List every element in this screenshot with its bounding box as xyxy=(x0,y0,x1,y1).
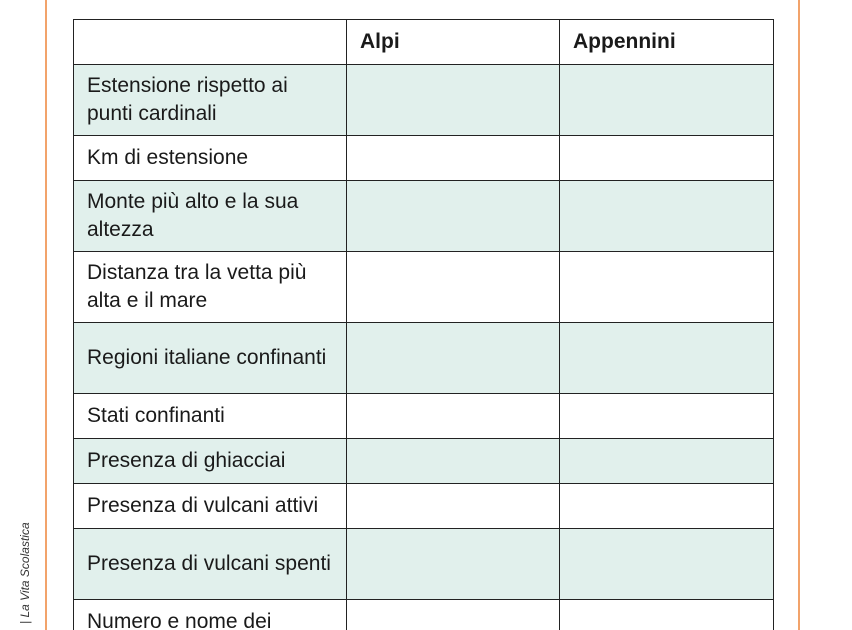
answer-cell-appennini[interactable] xyxy=(560,252,774,323)
header-alpi: Alpi xyxy=(347,20,560,65)
answer-cell-appennini[interactable] xyxy=(560,136,774,181)
comparison-table xyxy=(73,19,774,630)
row-label: Distanza tra la vetta più alta e il mare xyxy=(74,252,347,323)
row-label: Presenza di ghiacciai xyxy=(74,439,347,484)
table-row xyxy=(74,181,774,252)
answer-cell-alpi[interactable] xyxy=(347,600,560,630)
answer-cell-alpi[interactable] xyxy=(347,65,560,136)
answer-cell-appennini[interactable] xyxy=(560,439,774,484)
table-row xyxy=(74,600,774,630)
answer-cell-appennini[interactable] xyxy=(560,484,774,529)
answer-cell-alpi[interactable] xyxy=(347,394,560,439)
table-row xyxy=(74,65,774,136)
answer-cell-alpi[interactable] xyxy=(347,252,560,323)
table-row xyxy=(74,136,774,181)
answer-cell-alpi[interactable] xyxy=(347,181,560,252)
row-label: Presenza di vulcani attivi xyxy=(74,484,347,529)
table-row xyxy=(74,529,774,600)
table-row xyxy=(74,394,774,439)
row-label: Presenza di vulcani spenti xyxy=(74,529,347,600)
row-label: Stati confinanti xyxy=(74,394,347,439)
answer-cell-alpi[interactable] xyxy=(347,439,560,484)
right-margin-line xyxy=(798,0,800,630)
answer-cell-appennini[interactable] xyxy=(560,600,774,630)
publisher-credit: | La Vita Scolastica xyxy=(18,522,32,624)
answer-cell-appennini[interactable] xyxy=(560,323,774,394)
table-row xyxy=(74,252,774,323)
answer-cell-appennini[interactable] xyxy=(560,529,774,600)
header-appennini: Appennini xyxy=(560,20,774,65)
table-row xyxy=(74,323,774,394)
answer-cell-appennini[interactable] xyxy=(560,181,774,252)
table-row xyxy=(74,439,774,484)
table-row xyxy=(74,484,774,529)
row-label: Regioni italiane confinanti xyxy=(74,323,347,394)
answer-cell-appennini[interactable] xyxy=(560,394,774,439)
row-label: Km di estensione xyxy=(74,136,347,181)
answer-cell-alpi[interactable] xyxy=(347,484,560,529)
answer-cell-appennini[interactable] xyxy=(560,65,774,136)
answer-cell-alpi[interactable] xyxy=(347,323,560,394)
answer-cell-alpi[interactable] xyxy=(347,529,560,600)
left-margin-line xyxy=(45,0,47,630)
row-label: Monte più alto e la sua altezza xyxy=(74,181,347,252)
header-blank-cell xyxy=(74,20,347,65)
row-label: Estensione rispetto ai punti cardinali xyxy=(74,65,347,136)
table-header-row xyxy=(74,20,774,65)
row-label: Numero e nome dei xyxy=(74,600,347,630)
answer-cell-alpi[interactable] xyxy=(347,136,560,181)
